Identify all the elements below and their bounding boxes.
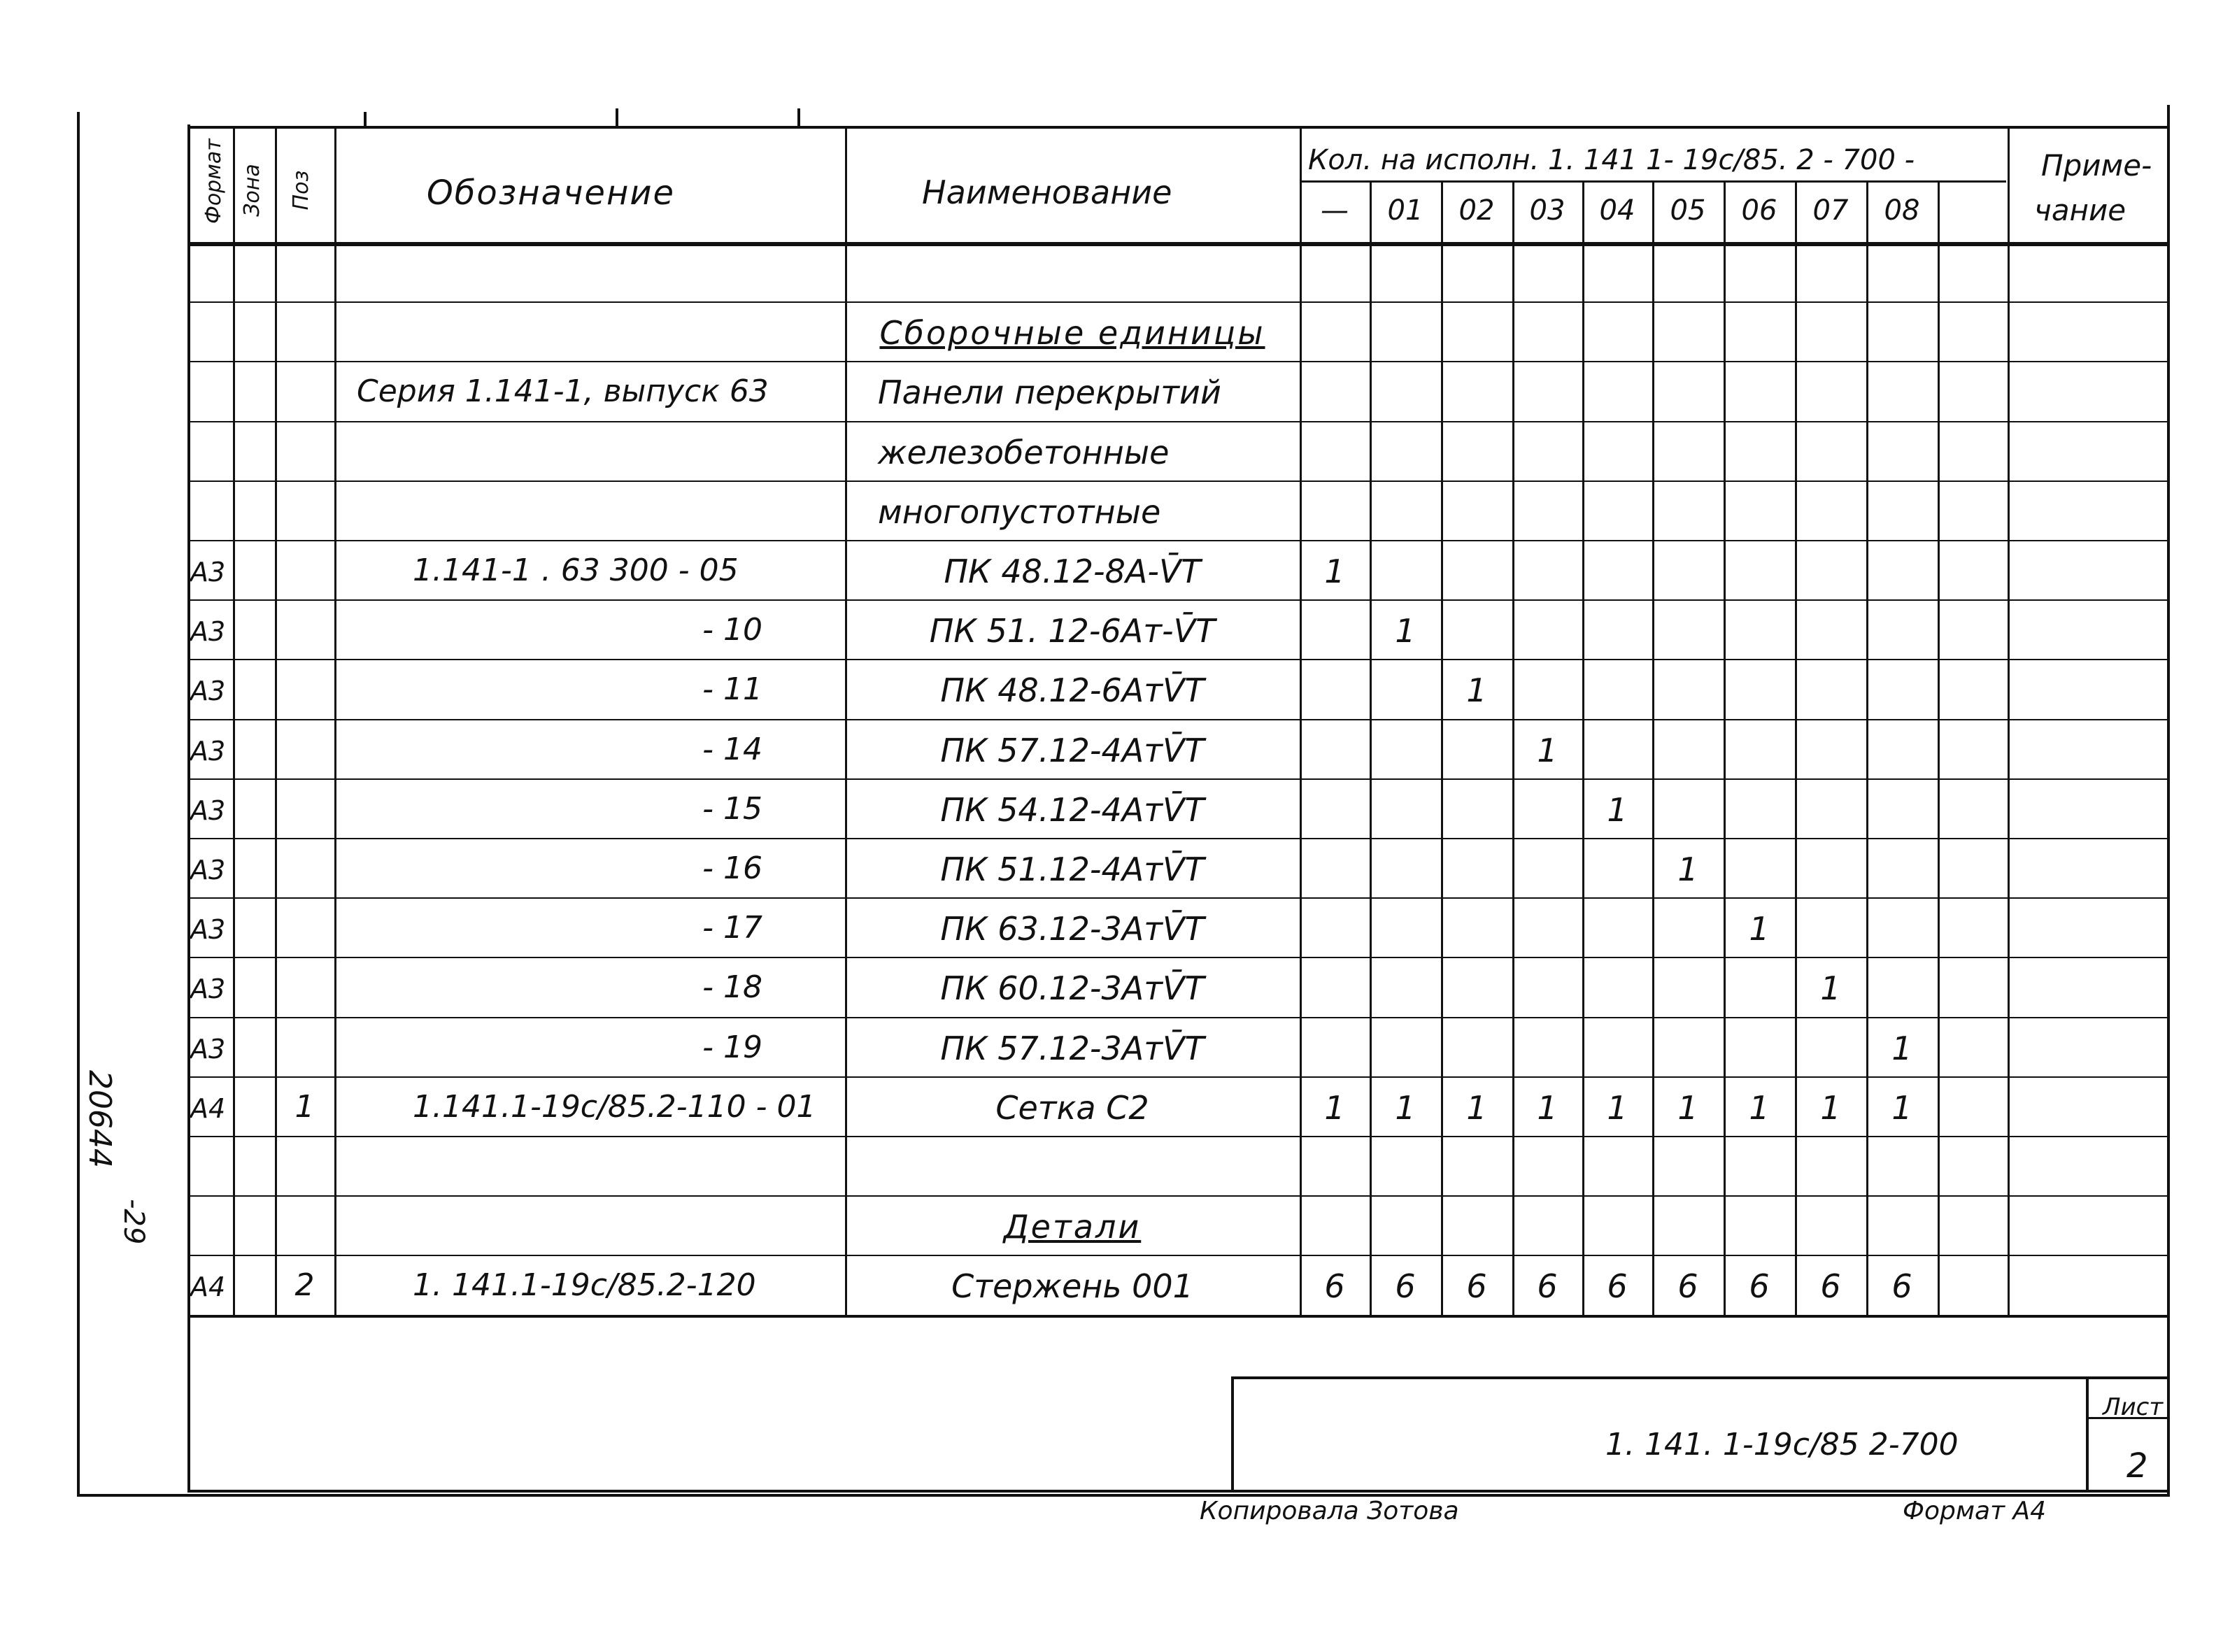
row-name: многопустотные (878, 493, 1161, 531)
row-name: ПК 57.12-4АтV̄Т (940, 732, 1205, 769)
title-doc-code: 1. 141. 1-19с/85 2-700 (1605, 1427, 1959, 1462)
section-heading: Сборочные единицы (879, 314, 1265, 352)
row-quantity: 1 (1466, 1089, 1487, 1127)
row-rule (187, 838, 2170, 839)
header-note-1: Приме- (2041, 148, 2152, 183)
row-position: 1 (294, 1089, 315, 1125)
row-quantity: 6 (1324, 1267, 1345, 1305)
row-rule (187, 957, 2170, 958)
row-name: ПК 51. 12-6Ат-V̄Т (929, 612, 1216, 650)
row-quantity: 1 (1749, 1089, 1770, 1127)
row-name: Панели перекрытий (878, 373, 1221, 411)
row-quantity: 1 (1677, 850, 1698, 888)
row-format: А3 (190, 616, 226, 647)
row-quantity: 6 (1537, 1267, 1558, 1305)
row-name: ПК 54.12-4АтV̄Т (940, 791, 1205, 829)
variant-header-cell: 08 (1884, 194, 1920, 227)
row-position: 2 (294, 1267, 315, 1303)
row-designation: - 17 (702, 910, 762, 946)
row-name: железобетонные (878, 434, 1170, 471)
row-quantity: 6 (1820, 1267, 1841, 1305)
row-format: А4 (190, 1272, 226, 1302)
row-format: А3 (190, 974, 226, 1004)
row-name: ПК 51.12-4АтV̄Т (940, 850, 1205, 888)
header-designation: Обозначение (427, 173, 676, 213)
row-name: ПК 60.12-3АтV̄Т (940, 969, 1205, 1007)
row-designation: - 11 (702, 671, 762, 707)
column-rule (1300, 126, 1302, 1315)
row-name: ПК 48.12-6АтV̄Т (940, 671, 1205, 709)
header-note-2: чание (2034, 193, 2126, 227)
row-rule (187, 1076, 2170, 1078)
row-rule (187, 421, 2170, 422)
row-quantity: 1 (1537, 732, 1558, 769)
section-heading: Детали (1003, 1208, 1142, 1246)
row-name: ПК 48.12-8А-V̄Т (944, 553, 1201, 590)
footer-format: Формат А4 (1903, 1497, 2047, 1525)
variant-header-cell: 03 (1529, 194, 1565, 227)
row-quantity: 1 (1537, 1089, 1558, 1127)
row-rule (187, 1195, 2170, 1197)
row-rule (187, 719, 2170, 720)
top-tick (616, 108, 618, 127)
margin-inventory-number: 20644 (82, 1070, 118, 1168)
variant-header-cell: 01 (1387, 194, 1423, 227)
row-quantity: 1 (1820, 1089, 1841, 1127)
row-quantity: 6 (1607, 1267, 1628, 1305)
margin-mark: -29 (118, 1199, 150, 1245)
header-pos: Поз (289, 170, 313, 211)
header-qty-title: Кол. на исполн. 1. 141 1- 19с/85. 2 - 700 - (1308, 144, 1915, 176)
row-quantity: 6 (1395, 1267, 1416, 1305)
column-rule (334, 126, 336, 1315)
row-rule (187, 1017, 2170, 1018)
row-quantity: 1 (1395, 612, 1416, 650)
variant-header-cell: — (1321, 194, 1349, 227)
column-rule (233, 126, 235, 1315)
row-designation: 1.141-1 . 63 300 - 05 (413, 553, 739, 588)
row-format: А4 (190, 1093, 226, 1124)
row-rule (187, 659, 2170, 660)
frame-bottom-border (187, 1490, 2170, 1493)
column-rule (845, 126, 847, 1315)
top-tick (797, 108, 800, 127)
footer-copied-by: Копировала Зотова (1200, 1497, 1459, 1525)
variant-header-cell: 02 (1458, 194, 1495, 227)
row-quantity: 1 (1395, 1089, 1416, 1127)
row-quantity: 1 (1820, 969, 1841, 1007)
row-name: Сетка С2 (995, 1089, 1149, 1127)
column-rule (275, 126, 277, 1315)
row-rule (187, 1136, 2170, 1137)
title-block-left (1231, 1376, 1234, 1491)
column-rule (2167, 126, 2169, 1315)
row-designation: - 19 (702, 1030, 762, 1065)
row-quantity: 1 (1891, 1089, 1912, 1127)
row-name: ПК 57.12-3АтV̄Т (940, 1030, 1205, 1067)
row-quantity: 1 (1324, 1089, 1345, 1127)
row-rule (187, 480, 2170, 482)
row-name: Стержень 001 (951, 1267, 1193, 1305)
row-format: А3 (190, 736, 226, 767)
row-designation: 1. 141.1-19с/85.2-120 (413, 1267, 756, 1303)
row-rule (187, 361, 2170, 362)
row-format: А3 (190, 855, 226, 885)
row-quantity: 6 (1677, 1267, 1698, 1305)
row-format: А3 (190, 914, 226, 945)
row-rule (187, 540, 2170, 541)
column-rule (1795, 180, 1797, 1315)
header-bottom-rule (187, 242, 2170, 246)
row-quantity: 1 (1607, 1089, 1628, 1127)
row-quantity: 6 (1891, 1267, 1912, 1305)
row-format: А3 (190, 676, 226, 706)
row-rule (187, 1315, 2170, 1318)
header-format: Формат (201, 138, 226, 224)
title-sheet-number: 2 (2126, 1446, 2148, 1486)
outer-bottom-border (77, 1494, 2170, 1497)
binding-margin-line (77, 112, 80, 1497)
row-quantity: 1 (1607, 791, 1628, 829)
row-format: А3 (190, 1034, 226, 1064)
row-quantity: 1 (1677, 1089, 1698, 1127)
column-rule (1370, 180, 1372, 1315)
column-rule (1441, 180, 1443, 1315)
column-rule (1582, 180, 1584, 1315)
header-zone: Зона (240, 164, 264, 217)
variant-header-cell: 06 (1741, 194, 1777, 227)
row-rule (187, 897, 2170, 899)
variant-header-cell: 05 (1670, 194, 1706, 227)
top-tick (364, 112, 367, 127)
row-rule (187, 599, 2170, 601)
row-designation: 1.141.1-19с/85.2-110 - 01 (413, 1089, 816, 1125)
column-rule (1866, 180, 1868, 1315)
row-designation: - 16 (702, 850, 762, 886)
column-rule (1652, 180, 1654, 1315)
title-block-top (1231, 1376, 2168, 1379)
row-rule (187, 301, 2170, 303)
row-format: А3 (190, 557, 226, 588)
row-quantity: 1 (1466, 671, 1487, 709)
row-name: ПК 63.12-3АтV̄Т (940, 910, 1205, 948)
table-top-border (187, 126, 2170, 129)
row-quantity: 6 (1749, 1267, 1770, 1305)
column-rule (1938, 180, 1940, 1315)
header-name: Наименование (922, 173, 1172, 211)
column-rule (1724, 180, 1726, 1315)
row-designation: - 10 (702, 612, 762, 648)
row-quantity: 1 (1891, 1030, 1912, 1067)
row-quantity: 1 (1324, 553, 1345, 590)
row-rule (187, 778, 2170, 780)
row-quantity: 6 (1466, 1267, 1487, 1305)
title-sheet-label: Лист (2103, 1393, 2164, 1421)
row-designation: - 15 (702, 791, 762, 827)
row-rule (187, 1255, 2170, 1256)
row-designation: - 14 (702, 732, 762, 767)
column-rule (2008, 126, 2010, 1315)
variant-header-cell: 07 (1812, 194, 1849, 227)
row-quantity: 1 (1749, 910, 1770, 948)
title-block-divider (2086, 1376, 2089, 1491)
row-designation: - 18 (702, 969, 762, 1005)
row-designation: Серия 1.141-1, выпуск 63 (357, 373, 769, 409)
variant-header-cell: 04 (1599, 194, 1635, 227)
row-format: А3 (190, 795, 226, 826)
